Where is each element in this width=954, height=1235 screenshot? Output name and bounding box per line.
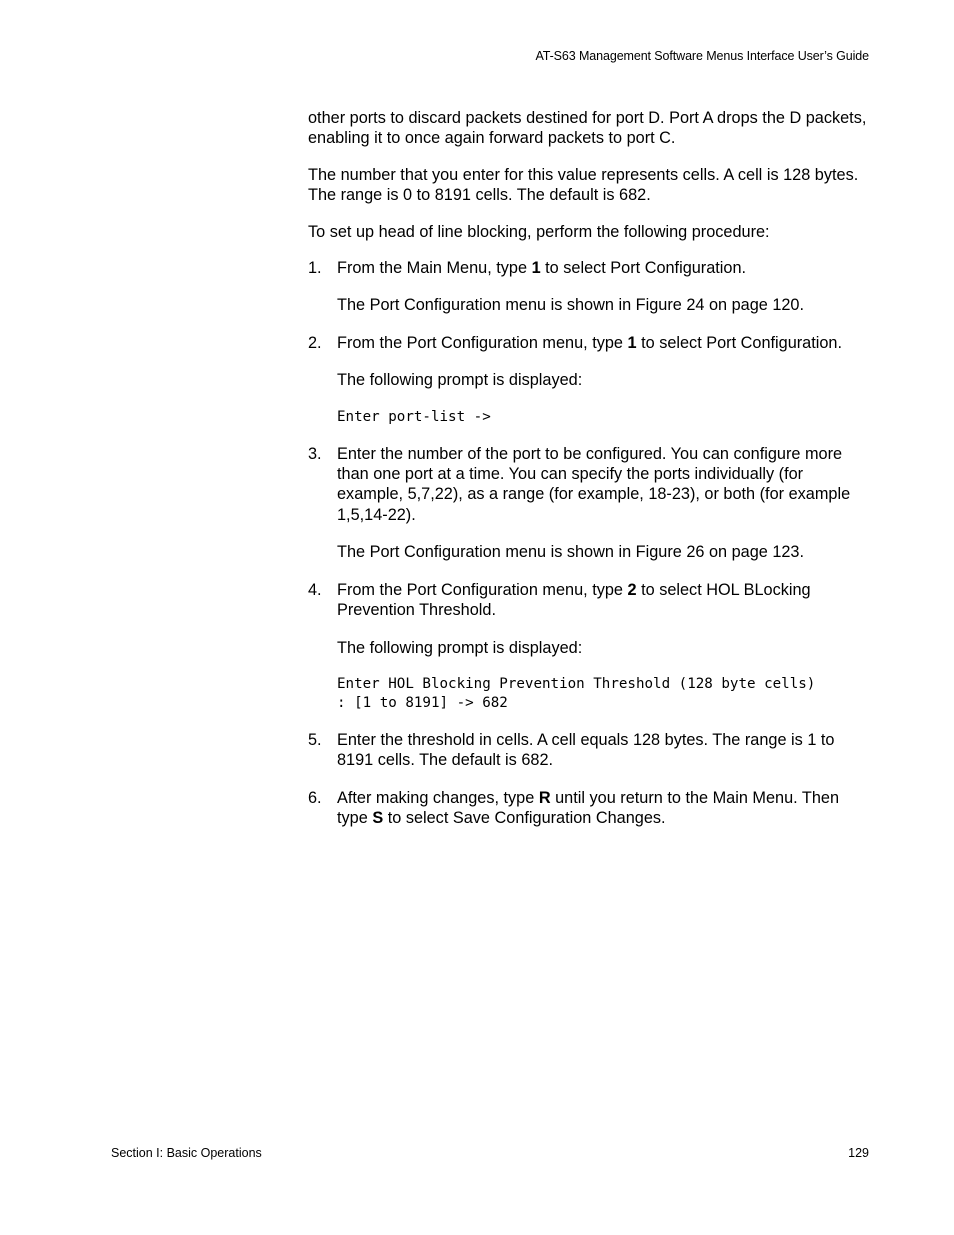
step-4 bbox=[308, 580, 873, 621]
footer-section: Section I: Basic Operations bbox=[111, 1146, 262, 1160]
key: R bbox=[538, 788, 551, 807]
step-note: The following prompt is displayed: bbox=[337, 638, 583, 657]
step-text: From the Main Menu, type 1 to select Port Configuration. bbox=[337, 259, 747, 278]
step-note: The Port Configuration menu is shown in Figure 24 on page 120. bbox=[337, 296, 805, 315]
key: 1 bbox=[531, 259, 541, 278]
code-prompt: Enter HOL Blocking Prevention Threshold (128 byte cells) : [1 to 8191] -> 682 bbox=[337, 675, 816, 711]
step-text: Enter the threshold in cells. A cell equals 128 bytes. The range is 1 to 8191 cells. The default is 682. bbox=[337, 730, 835, 770]
running-head: AT-S63 Management Software Menus Interface User’s Guide bbox=[535, 49, 869, 63]
step-text: After making changes, type R until you return to the Main Menu. Then type S to select Save Configuration Changes. bbox=[337, 788, 839, 828]
step-3 bbox=[308, 444, 873, 526]
step-number: 3. bbox=[308, 444, 322, 463]
step-text: From the Port Configuration menu, type 1 to select Port Configuration. bbox=[337, 333, 842, 352]
step-2 bbox=[308, 333, 873, 353]
step-number: 5. bbox=[308, 730, 322, 749]
step-number: 1. bbox=[308, 259, 322, 278]
step-text: From the Port Configuration menu, type 2 to select HOL BLocking Prevention Threshold. bbox=[337, 580, 811, 620]
key: 2 bbox=[627, 580, 637, 599]
step-5 bbox=[308, 730, 873, 771]
step-6 bbox=[308, 788, 873, 829]
paragraph: other ports to discard packets destined for port D. Port A drops the D packets, enabling it to once again forward packets to port C. bbox=[308, 109, 867, 148]
step-number: 6. bbox=[308, 788, 322, 807]
page-number: 129 bbox=[848, 1146, 869, 1160]
paragraph: To set up head of line blocking, perform the following procedure: bbox=[308, 222, 770, 241]
step-note: The following prompt is displayed: bbox=[337, 371, 583, 390]
key: 1 bbox=[627, 333, 637, 352]
paragraph: The number that you enter for this value represents cells. A cell is 128 bytes. The range is 0 to 8191 cells. The default is 682. bbox=[308, 165, 859, 205]
key: S bbox=[372, 809, 384, 828]
step-1 bbox=[308, 258, 873, 278]
page-content bbox=[308, 108, 873, 829]
step-number: 2. bbox=[308, 333, 322, 352]
step-number: 4. bbox=[308, 580, 322, 599]
step-text: Enter the number of the port to be configured. You can configure more than one port at a time. You can specify the ports individually (for example, 5,7,22), as a range (for example, 18-23), or both (for example 1,5,14-22). bbox=[337, 444, 851, 524]
step-note: The Port Configuration menu is shown in Figure 26 on page 123. bbox=[337, 543, 805, 562]
code-prompt: Enter port-list -> bbox=[337, 408, 491, 425]
